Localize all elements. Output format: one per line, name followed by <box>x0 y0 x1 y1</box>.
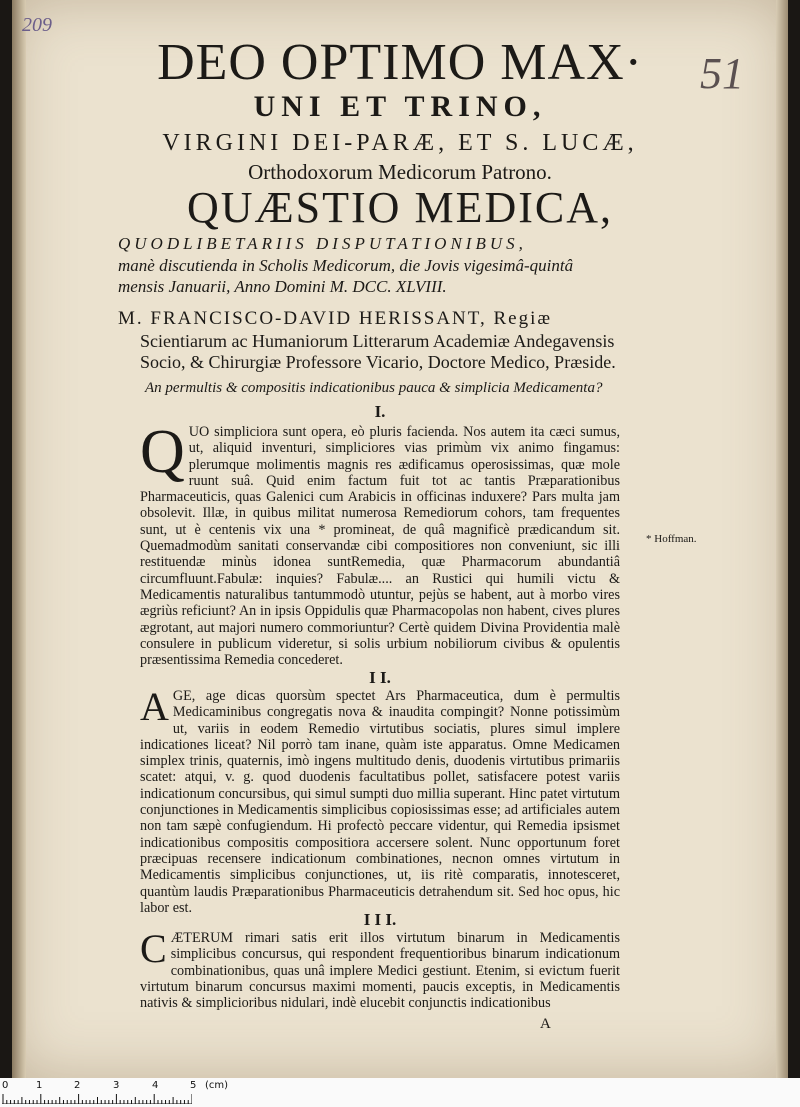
president-line-3: Socio, & Chirurgiæ Professore Vicario, Doctore Medico, Præside. <box>140 352 616 372</box>
margin-note: * Hoffman. <box>646 533 697 545</box>
subtitle-line-1: QUODLIBETARIIS DISPUTATIONIBUS, <box>118 234 527 253</box>
section-numeral: I I I. <box>363 910 397 929</box>
section-numeral: I. <box>374 402 386 421</box>
ruler-unit: (cm) <box>205 1080 229 1091</box>
president-line-1: M. FRANCISCO-DAVID HERISSANT, Regiæ <box>118 308 553 329</box>
signature-mark: A <box>540 1016 551 1032</box>
ruler-label: 4 <box>152 1080 159 1091</box>
ruler-label: 3 <box>113 1080 120 1091</box>
president-line-2: Scientiarum ac Humaniorum Litterarum Academiæ Andegavensis <box>140 331 615 351</box>
subtitle-line-2: manè discutienda in Scholis Medicorum, die Jovis vigesimâ-quintâ <box>118 256 574 275</box>
ruler-ticks <box>2 1094 192 1104</box>
section-1-body <box>140 418 620 669</box>
ruler-label: 0 <box>2 1080 9 1091</box>
section-numeral: I I. <box>369 668 391 687</box>
manuscript-number: 51 <box>700 49 744 98</box>
header-line-4: Orthodoxorum Medicorum Patrono. <box>248 160 552 184</box>
subtitle-line-3: mensis Januarii, Anno Domini M. DCC. XLVIII. <box>118 277 447 296</box>
header-title: QUÆSTIO MEDICA, <box>187 183 613 232</box>
ruler-label: 1 <box>36 1080 43 1091</box>
question-line: An permultis & compositis indicationibus pauca & simplicia Medicamenta? <box>145 380 603 396</box>
header-line-1: DEO OPTIMO MAX· <box>157 34 643 91</box>
dropcap: C <box>140 926 167 971</box>
section-text: UO simpliciora sunt opera, eò pluris facienda. Nos autem ita cæci sumus, ut, aliquid inventuri, simpliciores vias primùm vix animo fingamus: plerumque molimentis magnis res ædificamus operosissimas, quæ mole ruunt suâ. Quid enim factum fuit tot ac tantis Præparationibus Pharmaceuticis, quas Galenici cum Arabicis in officinas induxere? Pars multa jam obsolevit. Illæ, in quibus militat numerosa Remediorum cohors, tam frequentes sunt, ut è centenis vix una * promineat, de quâ magnificè prædicandum sit. Quemadmodùm sanitati conservandæ cibi compositiores non conveniunt, sic illi restituendæ minùs idonea suntRemedia, quæ Pharmacorum abundantiâ circumfluunt.Fabulæ: inquies? Fabulæ.... an Rustici qui humili victu & Medicamentis naturalibus tantummodò utuntur, pejùs se habent, aut à morbo vires ægriùs reficiunt? An in ipsis Oppidulis quæ Pharmacopolas non habent, cives plures ægrotant, aut majori numero commoriuntur? Certè quidem Divina Providentia malè consulere in publicum videretur, si solis urbium nobiliorum civibus & opulentis præsentissima Remedia concederet. <box>140 424 620 669</box>
section-text: ÆTERUM rimari satis erit illos virtutum binarum in Medicamentis simplicibus concursus, qui respondent frequentioribus binarum indicationum combinationibus, quas unâ implere Medici gestiunt. Etenim, si evictum fuerit virtutum binarum concursus maximi momenti, paucis exceptis, in Medicamentis nativis & simplicioribus nidulari, indè elucebit conjunctis indicationibus <box>140 930 620 1012</box>
dropcap: Q <box>140 418 185 486</box>
ruler-label: 5 <box>190 1080 197 1091</box>
header-line-3: VIRGINI DEI-PARÆ, ET S. LUCÆ, <box>162 130 638 156</box>
section-3-body <box>140 926 620 1012</box>
ruler-label: 2 <box>74 1080 81 1091</box>
folio-number: 209 <box>22 14 52 36</box>
dropcap: A <box>140 684 169 729</box>
section-2-body <box>140 684 620 916</box>
header-line-2: UNI ET TRINO, <box>253 90 547 123</box>
section-text: GE, age dicas quorsùm spectet Ars Pharmaceutica, dum è permultis Medicaminibus congregatis nova & inaudita compingit? Nonne potissimùm ut, variis in eodem Remedio virtutibus sociatis, plures simul implere indicationes liceat? Nil porrò tam inane, quàm iste apparatus. Omne Medicamen simplex trinis, quaternis, imò ingens multitudo denis, duodenis virtutibus primariis scatet: atqui, v. g. quod duodenis facultatibus pollet, satisfacere potest variis indicationum concursibus, qui simul sumpti duo millia superant. Hinc patet virtutum conjunctiones in Medicamentis simplicibus copiosissimas esse; ad artificiales autem non tam sæpè confugiendum. Hi profectò peccare videntur, qui Remedia ipsismet indicationibus compositis compositiora accersere solent. Nunc opportunum foret præcipuas recensere indicationum combinationes, necnon omnes virtutum in Medicamentis simplicibus conjunctiones, ut, iis ritè comparatis, innotesceret, quantùm laudis Præparationibus Pharmaceuticis detrahendum sit. Sed hoc opus, hic labor est. <box>140 688 620 916</box>
